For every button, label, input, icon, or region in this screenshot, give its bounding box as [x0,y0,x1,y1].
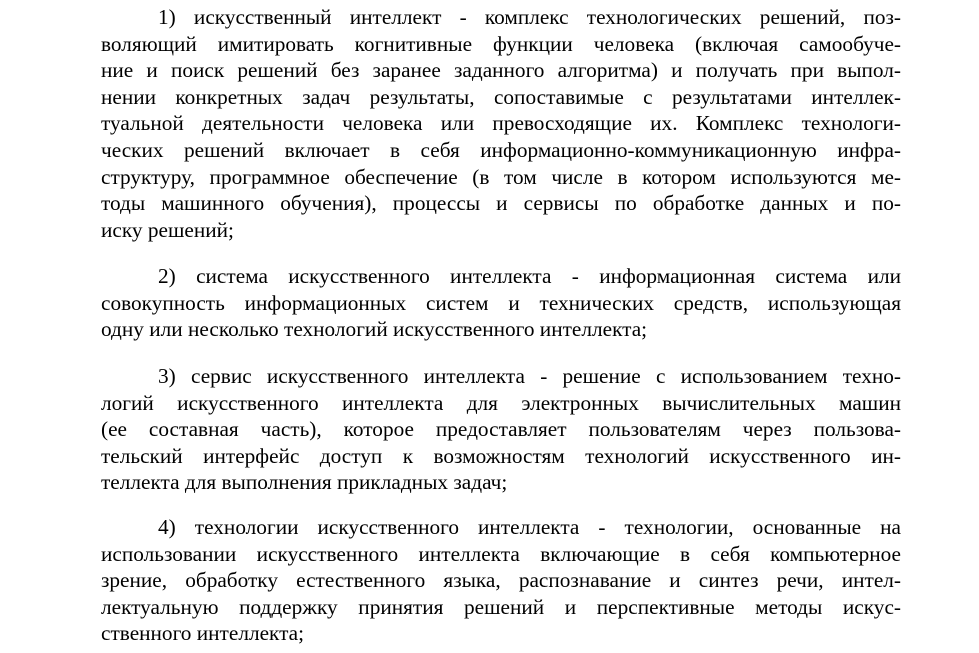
text-line: ственного интеллекта; [101,621,305,646]
text-line: 1) искусственный интеллект - комплекс технологических решений, поз- [158,5,901,29]
text-line: ческих решений включает в себя информационно-коммуникационную инфра- [101,137,901,162]
text-line: теллекта для выполнения прикладных задач; [101,470,508,495]
text-line: тоды машинного обучения), процессы и сервисы по обработке данных и по- [101,191,901,216]
text-line: иску решений; [101,217,234,242]
text-line: 4) технологии искусственного интеллекта - технологии, основанные на [158,515,901,539]
definition-paragraph-4 [101,514,901,647]
text-line: тельский интерфейс доступ к возможностям технологий искусственного ин- [101,443,901,468]
text-line: зрение, обработку естественного языка, распознавание и синтез речи, интел- [101,568,901,593]
text-line: использовании искусственного интеллекта включающие в себя компьютерное [101,541,901,566]
text-line: лектуальную поддержку принятия решений и перспективные методы искус- [101,594,901,619]
text-line: структуру, программное обеспечение (в том числе в котором используются ме- [101,164,901,189]
text-line: нении конкретных задач результаты, сопоставимые с результатами интеллек- [101,84,901,109]
text-line: логий искусственного интеллекта для электронных вычислительных машин [101,390,901,415]
text-line: 2) система искусственного интеллекта - информационная система или [158,264,901,288]
definition-paragraph-3 [101,363,901,496]
text-line: одну или несколько технологий искусственного интеллекта; [101,317,648,342]
text-line: ние и поиск решений без заранее заданного алгоритма) и получать при выпол- [101,58,901,83]
text-line: туальной деятельности человека или превосходящие их. Комплекс технологи- [101,111,901,136]
text-line: 3) сервис искусственного интеллекта - решение с использованием техно- [158,364,901,388]
text-line: (ее составная часть), которое предоставляет пользователям через пользова- [101,417,901,442]
definition-paragraph-2 [101,263,901,343]
definition-paragraph-1 [101,4,901,243]
text-line: воляющий имитировать когнитивные функции человека (включая самообуче- [101,31,901,56]
text-line: совокупность информационных систем и технических средств, использующая [101,290,901,315]
